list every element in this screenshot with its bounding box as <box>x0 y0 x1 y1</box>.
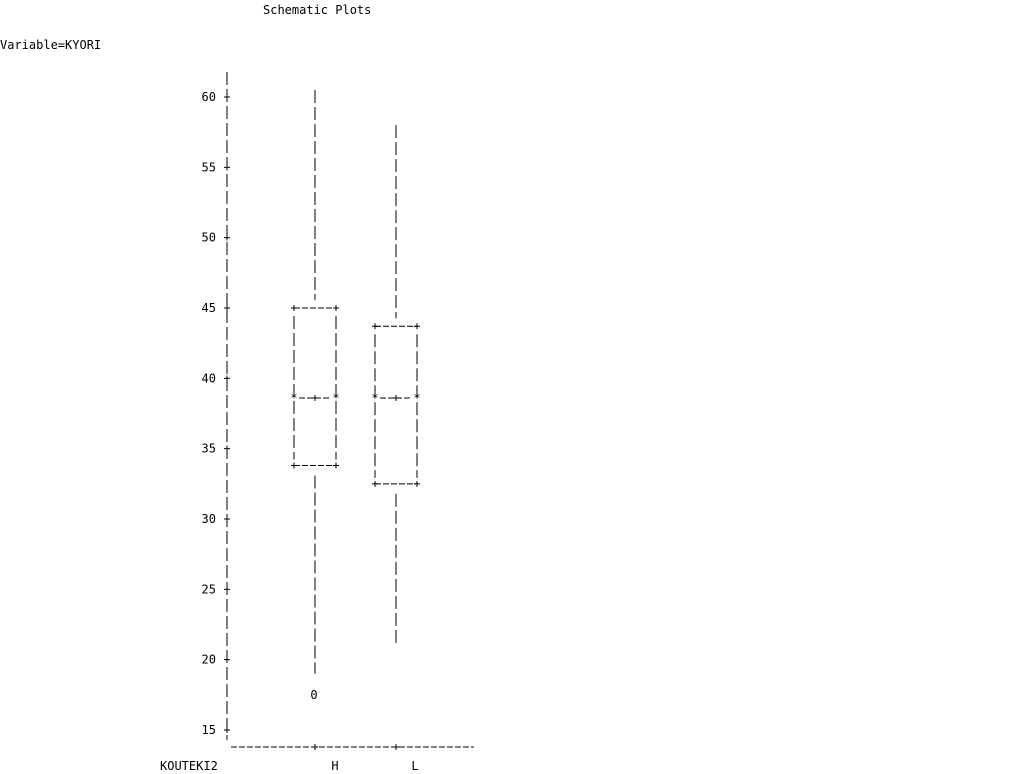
y-tick-label-35: 35 <box>201 441 216 456</box>
x-tick-label-L: L <box>411 759 419 773</box>
y-tick-label-20: 20 <box>201 652 216 667</box>
x-tick-label-H: H <box>331 759 339 773</box>
y-tick-label-40: 40 <box>201 371 216 386</box>
box-L-median-right-star: * <box>413 391 421 406</box>
y-tick-label-30: 30 <box>201 512 216 526</box>
y-tick-label-55: 55 <box>201 160 216 175</box>
y-tick-label-25: 25 <box>201 582 216 597</box>
box-L-median-left-star: * <box>371 391 379 406</box>
y-tick-label-15: 15 <box>201 723 216 737</box>
box-H-outlier-0: 0 <box>310 687 318 702</box>
chart-title: Schematic Plots <box>263 3 372 17</box>
variable-label: Variable=KYORI <box>0 38 102 52</box>
y-tick-label-60: 60 <box>201 90 216 104</box>
box-H-median-right-star: * <box>332 391 340 406</box>
y-tick-label-45: 45 <box>201 301 216 315</box>
y-tick-label-50: 50 <box>201 230 216 245</box>
class-variable-label: KOUTEKI2 <box>160 759 218 773</box>
box-H-median-left-star: * <box>290 391 298 406</box>
